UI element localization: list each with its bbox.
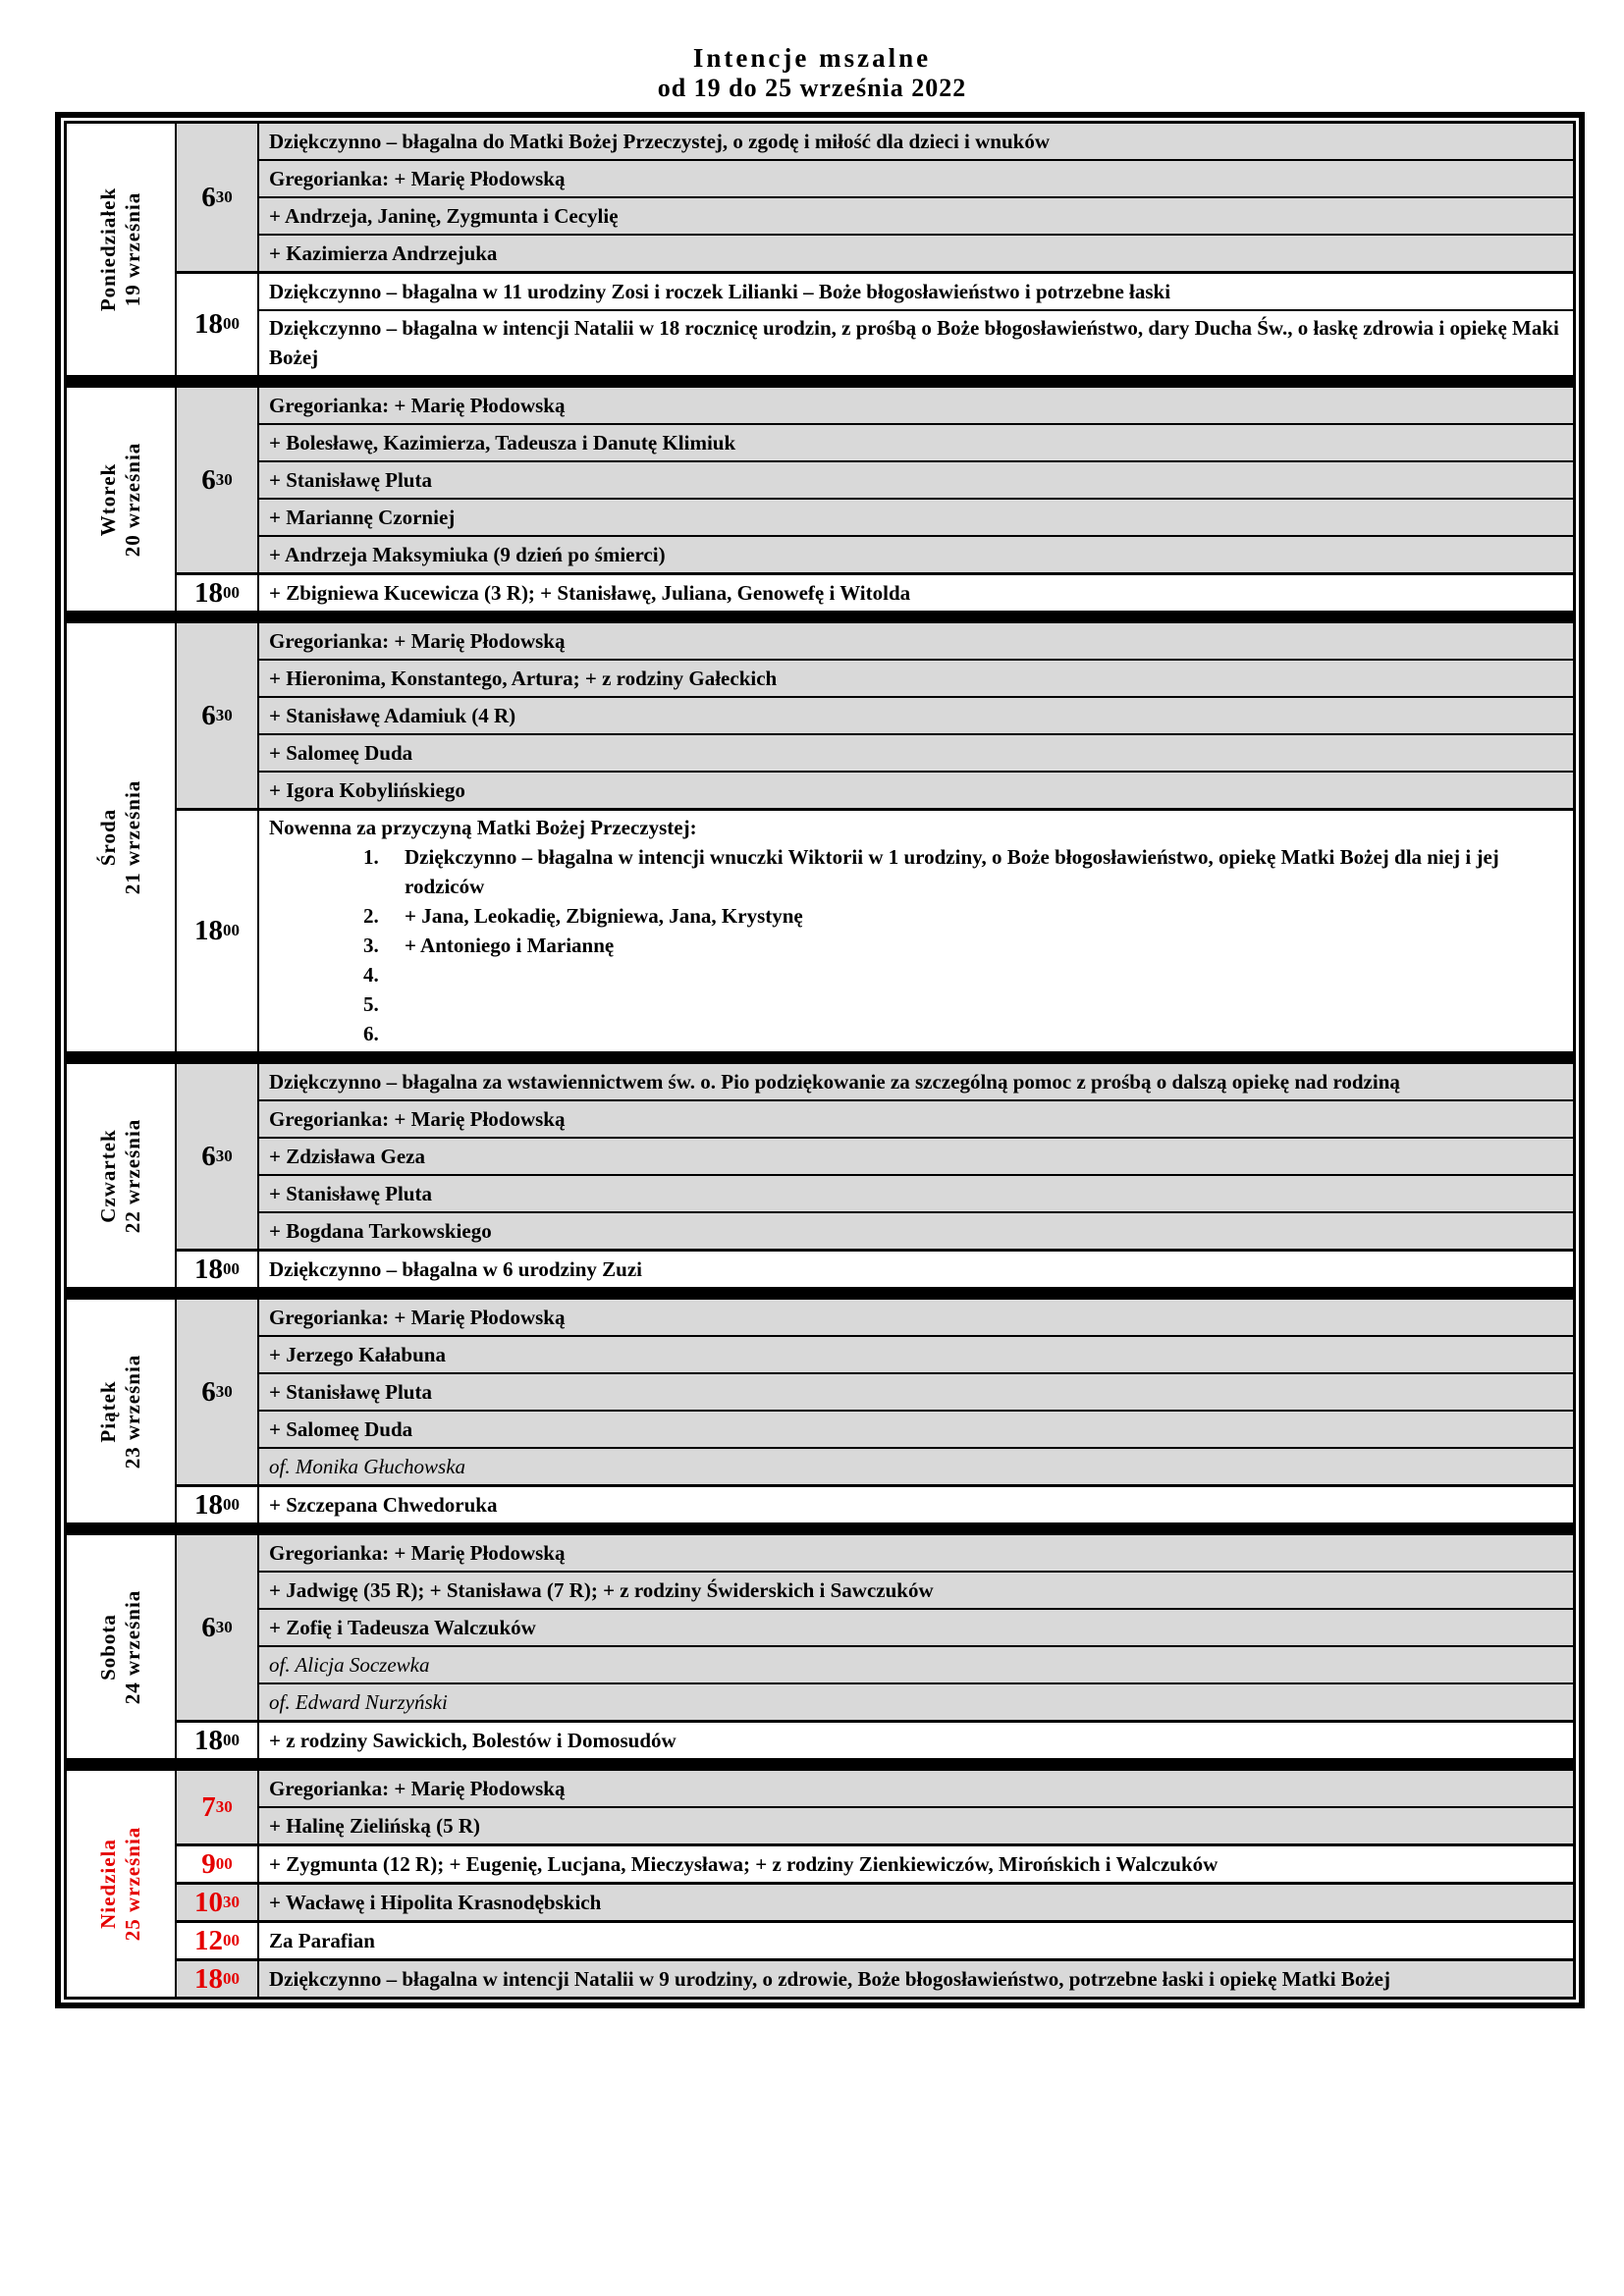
intention-row: + Szczepana Chwedoruka xyxy=(269,1492,498,1517)
intentions xyxy=(259,1252,1573,1287)
intentions xyxy=(259,124,1573,271)
day-label xyxy=(67,124,177,375)
time-block-630 xyxy=(177,1300,1573,1484)
time-hour: 9 xyxy=(201,1847,216,1880)
day-separator xyxy=(64,1054,1576,1061)
intention-row: + Halinę Zielińską (5 R) xyxy=(259,1806,1573,1843)
time-minutes: 00 xyxy=(223,921,240,939)
intention-row: of. Alicja Soczewka xyxy=(259,1645,1573,1682)
time-block-630 xyxy=(177,623,1573,808)
intentions xyxy=(259,1723,1573,1758)
intention-row: + Salomeę Duda xyxy=(259,733,1573,771)
novena-item-text xyxy=(405,960,1561,989)
day-date: 21 września xyxy=(121,779,144,895)
time-label xyxy=(177,1252,259,1287)
day-name: Niedziela xyxy=(96,1839,120,1929)
intention-row: + Stanisławę Pluta xyxy=(259,1174,1573,1211)
intention-row: Gregorianka: + Marię Płodowską xyxy=(269,628,566,653)
time-label xyxy=(177,274,259,375)
intention-row: + Stanisławę Pluta xyxy=(259,460,1573,498)
novena-item-text: + Antoniego i Mariannę xyxy=(405,934,615,957)
intention-row: + Zygmunta (12 R); + Eugenię, Lucjana, Mieczysława; + z rodziny Zienkiewiczów, Mirońskich i Walczuków xyxy=(269,1851,1218,1876)
time-label xyxy=(177,1846,259,1882)
time-label xyxy=(177,1771,259,1843)
novena-heading: Nowenna za przyczyną Matki Bożej Przeczystej: xyxy=(269,816,697,839)
day-time-blocks xyxy=(177,1771,1573,1997)
day-name: Piątek xyxy=(96,1379,120,1443)
time-label xyxy=(177,575,259,611)
page-title: Intencje mszalne xyxy=(692,43,932,73)
time-hour: 6 xyxy=(201,181,216,213)
day-time-blocks xyxy=(177,124,1573,375)
time-block-1800 xyxy=(177,1958,1573,1997)
time-minutes: 00 xyxy=(223,582,240,602)
intentions xyxy=(259,1846,1573,1882)
day-separator xyxy=(64,378,1576,385)
novena-item-number: 6. xyxy=(363,1022,379,1045)
intention-row: Gregorianka: + Marię Płodowską xyxy=(269,1540,566,1565)
time-block-1030 xyxy=(177,1882,1573,1920)
novena-item-text xyxy=(405,989,1561,1019)
time-label xyxy=(177,1487,259,1522)
day-label-text xyxy=(96,1589,145,1704)
day-date: 24 września xyxy=(121,1589,144,1704)
time-hour: 6 xyxy=(201,1140,216,1172)
time-label xyxy=(177,623,259,808)
intention-row: + Zbigniewa Kucewicza (3 R); + Stanisławę, Juliana, Genowefę i Witolda xyxy=(269,580,911,605)
time-hour: 6 xyxy=(201,1375,216,1408)
time-minutes: 30 xyxy=(215,705,233,724)
intention-row: + Mariannę Czorniej xyxy=(259,498,1573,535)
time-minutes: 00 xyxy=(223,1930,240,1949)
intention-row: Gregorianka: + Marię Płodowską xyxy=(259,1099,1573,1137)
novena-item-number: 1. xyxy=(363,845,379,869)
time-minutes: 30 xyxy=(215,187,233,206)
time-hour: 18 xyxy=(194,1724,223,1756)
day-name: Wtorek xyxy=(96,462,120,536)
day-label-text xyxy=(96,780,145,895)
novena-item-text xyxy=(405,1019,1561,1048)
time-block-1800 xyxy=(177,1484,1573,1522)
day-separator xyxy=(64,1290,1576,1297)
day-section-0 xyxy=(64,121,1576,378)
intention-row: of. Edward Nurzyński xyxy=(259,1682,1573,1720)
time-minutes: 30 xyxy=(215,1617,233,1636)
time-minutes: 00 xyxy=(223,1968,240,1988)
intentions xyxy=(259,623,1573,808)
intention-row: + Andrzeja, Janinę, Zygmunta i Cecylię xyxy=(259,196,1573,234)
time-minutes: 00 xyxy=(223,314,240,333)
day-date: 19 września xyxy=(121,191,144,307)
intention-row: Dziękczynno – błagalna w 11 urodziny Zosi i roczek Lilianki – Boże błogosławieństwo i potrzebne łaski xyxy=(269,279,1171,303)
intention-row xyxy=(259,811,1573,1051)
intentions xyxy=(259,1300,1573,1484)
intention-row: Gregorianka: + Marię Płodowską xyxy=(259,159,1573,196)
time-hour: 18 xyxy=(194,1962,223,1995)
time-hour: 18 xyxy=(194,1253,223,1285)
day-label xyxy=(67,1771,177,1997)
intention-row: Dziękczynno – błagalna do Matki Bożej Przeczystej, o zgodę i miłość dla dzieci i wnuków xyxy=(269,129,1050,153)
day-name: Środa xyxy=(96,808,120,867)
intentions xyxy=(259,1535,1573,1720)
time-block-1800 xyxy=(177,572,1573,611)
intentions xyxy=(259,388,1573,572)
time-minutes: 30 xyxy=(215,1146,233,1165)
intention-row: Dziękczynno – błagalna w 6 urodziny Zuzi xyxy=(269,1256,642,1281)
day-section-3 xyxy=(64,1061,1576,1290)
intention-row: + Stanisławę Adamiuk (4 R) xyxy=(259,696,1573,733)
time-minutes: 30 xyxy=(215,469,233,489)
intention-row: + Zofię i Tadeusza Walczuków xyxy=(259,1608,1573,1645)
day-date: 23 września xyxy=(121,1354,144,1468)
day-time-blocks xyxy=(177,1300,1573,1522)
day-time-blocks xyxy=(177,1535,1573,1758)
novena-item xyxy=(269,931,1561,960)
time-hour: 6 xyxy=(201,1611,216,1643)
day-section-5 xyxy=(64,1532,1576,1761)
intention-row: Gregorianka: + Marię Płodowską xyxy=(269,1776,566,1800)
intention-row: Dziękczynno – błagalna za wstawiennictwem św. o. Pio podziękowanie za szczególną pomoc z prośbą o dalszą opiekę nad rodziną xyxy=(269,1069,1400,1094)
time-hour: 7 xyxy=(201,1790,216,1823)
time-hour: 12 xyxy=(194,1924,223,1956)
time-block-630 xyxy=(177,1064,1573,1249)
day-separator xyxy=(64,614,1576,620)
day-name: Czwartek xyxy=(96,1128,120,1223)
day-label-text xyxy=(96,1118,145,1233)
novena-item-number: 2. xyxy=(363,904,379,928)
intention-row: + Wacławę i Hipolita Krasnodębskich xyxy=(269,1890,602,1914)
time-block-1800 xyxy=(177,808,1573,1051)
intention-row: of. Monika Głuchowska xyxy=(259,1447,1573,1484)
novena-item-text: Dziękczynno – błagalna w intencji wnuczki Wiktorii w 1 urodziny, o Boże błogosławieństwo, opiekę Matki Bożej dla niej i jej rodziców xyxy=(405,845,1499,898)
intention-row: Dziękczynno – błagalna w intencji Natalii w 18 rocznicę urodzin, z prośbą o Boże błogosławieństwo, dary Ducha Św., o łaskę zdrowia i opiekę Maki Bożej xyxy=(259,309,1573,375)
time-minutes: 00 xyxy=(215,1853,233,1873)
novena-item xyxy=(269,842,1561,901)
day-date: 22 września xyxy=(121,1118,144,1233)
day-label xyxy=(67,1064,177,1287)
time-minutes: 30 xyxy=(215,1381,233,1401)
time-hour: 6 xyxy=(201,699,216,731)
time-label xyxy=(177,124,259,271)
novena-item-number: 4. xyxy=(363,963,379,987)
novena-item-number: 3. xyxy=(363,934,379,957)
intention-row: Dziękczynno – błagalna w intencji Natalii w 9 urodziny, o zdrowie, Boże błogosławieństwo, potrzebne łaski i opiekę Matki Bożej xyxy=(269,1966,1390,1991)
intentions xyxy=(259,1923,1573,1958)
day-label xyxy=(67,1300,177,1522)
intention-row: Gregorianka: + Marię Płodowską xyxy=(269,1305,566,1329)
novena-item xyxy=(269,989,1561,1019)
novena-list xyxy=(269,842,1561,1048)
day-time-blocks xyxy=(177,1064,1573,1287)
day-label xyxy=(67,1535,177,1758)
intention-row: + Salomeę Duda xyxy=(259,1410,1573,1447)
intention-row: + z rodziny Sawickich, Bolestów i Domosudów xyxy=(269,1728,677,1752)
day-label xyxy=(67,388,177,611)
time-minutes: 30 xyxy=(223,1892,240,1911)
time-label xyxy=(177,1723,259,1758)
intention-row: Gregorianka: + Marię Płodowską xyxy=(269,393,566,417)
intentions xyxy=(259,1885,1573,1920)
page-subtitle: od 19 do 25 września 2022 xyxy=(657,74,967,102)
day-label-text xyxy=(96,1354,145,1468)
time-block-730 xyxy=(177,1771,1573,1843)
time-minutes: 00 xyxy=(223,1730,240,1749)
intention-row: + Zdzisława Geza xyxy=(259,1137,1573,1174)
intentions xyxy=(259,575,1573,611)
day-section-1 xyxy=(64,385,1576,614)
day-label-text xyxy=(96,187,145,311)
novena-item-number: 5. xyxy=(363,992,379,1016)
time-label xyxy=(177,1300,259,1484)
intentions xyxy=(259,274,1573,375)
intention-row: + Jerzego Kałabuna xyxy=(259,1335,1573,1372)
day-section-2 xyxy=(64,620,1576,1054)
intentions xyxy=(259,811,1573,1051)
time-block-1200 xyxy=(177,1920,1573,1958)
time-label xyxy=(177,1885,259,1920)
intentions xyxy=(259,1064,1573,1249)
time-label xyxy=(177,811,259,1051)
day-label-text xyxy=(96,442,145,557)
time-minutes: 00 xyxy=(223,1494,240,1514)
mass-intentions-table xyxy=(55,112,1585,2008)
time-block-1800 xyxy=(177,1249,1573,1287)
intention-row: Za Parafian xyxy=(269,1928,375,1952)
time-hour: 18 xyxy=(194,915,223,946)
novena-item xyxy=(269,901,1561,931)
time-label xyxy=(177,1961,259,1997)
intentions xyxy=(259,1771,1573,1843)
time-label xyxy=(177,1923,259,1958)
time-block-630 xyxy=(177,388,1573,572)
day-separator xyxy=(64,1761,1576,1768)
time-label xyxy=(177,1064,259,1249)
time-hour: 6 xyxy=(201,463,216,496)
day-time-blocks xyxy=(177,388,1573,611)
time-block-900 xyxy=(177,1843,1573,1882)
time-label xyxy=(177,388,259,572)
novena-item xyxy=(269,1019,1561,1048)
time-minutes: 30 xyxy=(215,1796,233,1816)
day-section-4 xyxy=(64,1297,1576,1525)
intentions xyxy=(259,1961,1573,1997)
time-block-1800 xyxy=(177,271,1573,375)
day-name: Sobota xyxy=(96,1613,120,1681)
intention-row: + Andrzeja Maksymiuka (9 dzień po śmierci) xyxy=(259,535,1573,572)
day-label-text xyxy=(96,1827,145,1942)
day-label xyxy=(67,623,177,1051)
time-minutes: 00 xyxy=(223,1258,240,1278)
day-separator xyxy=(64,1525,1576,1532)
intention-row: + Bogdana Tarkowskiego xyxy=(259,1211,1573,1249)
intentions xyxy=(259,1487,1573,1522)
novena-item-text: + Jana, Leokadię, Zbigniewa, Jana, Krystynę xyxy=(405,904,803,928)
page-header xyxy=(0,0,1624,104)
intention-row: + Jadwigę (35 R); + Stanisława (7 R); + z rodziny Świderskich i Sawczuków xyxy=(259,1571,1573,1608)
day-section-6 xyxy=(64,1768,1576,2000)
day-date: 25 września xyxy=(121,1826,144,1942)
time-hour: 18 xyxy=(194,308,223,340)
time-block-630 xyxy=(177,1535,1573,1720)
time-hour: 18 xyxy=(194,1488,223,1521)
time-block-1800 xyxy=(177,1720,1573,1758)
day-time-blocks xyxy=(177,623,1573,1051)
time-label xyxy=(177,1535,259,1720)
intention-row: + Stanisławę Pluta xyxy=(259,1372,1573,1410)
novena-item xyxy=(269,960,1561,989)
intention-row: + Igora Kobylińskiego xyxy=(259,771,1573,808)
time-hour: 10 xyxy=(194,1886,223,1918)
intention-row: + Kazimierza Andrzejuka xyxy=(259,234,1573,271)
day-date: 20 września xyxy=(121,442,144,557)
time-hour: 18 xyxy=(194,576,223,609)
day-name: Poniedziałek xyxy=(96,187,120,312)
intention-row: + Hieronima, Konstantego, Artura; + z rodziny Gałeckich xyxy=(259,659,1573,696)
intention-row: + Bolesławę, Kazimierza, Tadeusza i Danutę Klimiuk xyxy=(259,423,1573,460)
time-block-630 xyxy=(177,124,1573,271)
